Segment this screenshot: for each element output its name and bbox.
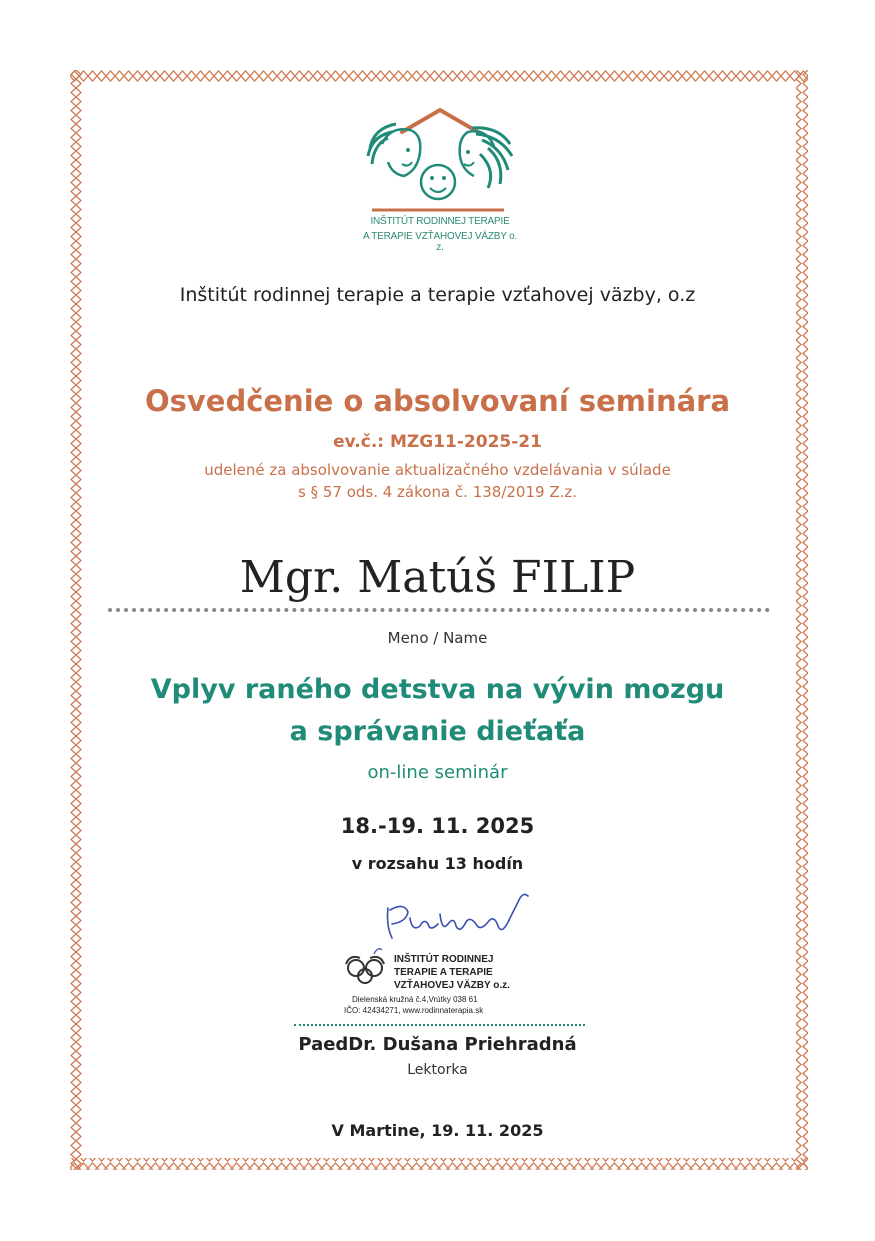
seminar-title-line2: a správanie dieťaťa	[289, 716, 586, 747]
institute-logo	[362, 104, 518, 253]
lecturer-name: PaedDr. Dušana Priehradná	[298, 1034, 577, 1055]
stamp-line2: TERAPIE A TERAPIE	[394, 967, 493, 978]
stamp-line5: IČO: 42434271, www.rodinnaterapia.sk	[344, 1006, 484, 1015]
place-and-date: V Martine, 19. 11. 2025	[331, 1121, 544, 1140]
family-faces-icon	[362, 104, 518, 216]
logo-text-line1: INŠTITÚT RODINNEJ TERAPIE	[370, 216, 510, 227]
signature-line	[294, 1024, 585, 1026]
name-underline	[108, 608, 770, 612]
seminar-hours: v rozsahu 13 hodín	[351, 854, 524, 873]
institute-name: Inštitút rodinnej terapie a terapie vzťahovej väzby, o.z	[179, 284, 696, 306]
recipient-name: Mgr. Matúš FILIP	[239, 552, 636, 603]
signature-stamp	[330, 888, 560, 1023]
seminar-date: 18.-19. 11. 2025	[340, 814, 535, 838]
registration-number: ev.č.: MZG11-2025-21	[333, 432, 542, 452]
logo-text-line2: A TERAPIE VZŤAHOVEJ VÄZBY o. z.	[362, 231, 518, 253]
stamp-line3: VZŤAHOVEJ VÄZBY o.z.	[394, 980, 510, 991]
certificate-description-line1: udelené za absolvovanie aktualizačného vzdelávania v súlade	[204, 461, 671, 479]
stamp-line4: Dielenská kružná č.4,Vrútky 038 61	[352, 995, 478, 1004]
certificate-title: Osvedčenie o absolvovaní seminára	[144, 384, 731, 418]
stamp-line1: INŠTITÚT RODINNEJ	[394, 954, 494, 965]
seminar-mode: on-line seminár	[367, 762, 508, 783]
seminar-title-line1: Vplyv raného detstva na vývin mozgu	[150, 674, 725, 705]
certificate-description-line2: s § 57 ods. 4 zákona č. 138/2019 Z.z.	[297, 483, 578, 501]
lecturer-role: Lektorka	[407, 1062, 468, 1078]
name-label: Meno / Name	[387, 629, 488, 647]
